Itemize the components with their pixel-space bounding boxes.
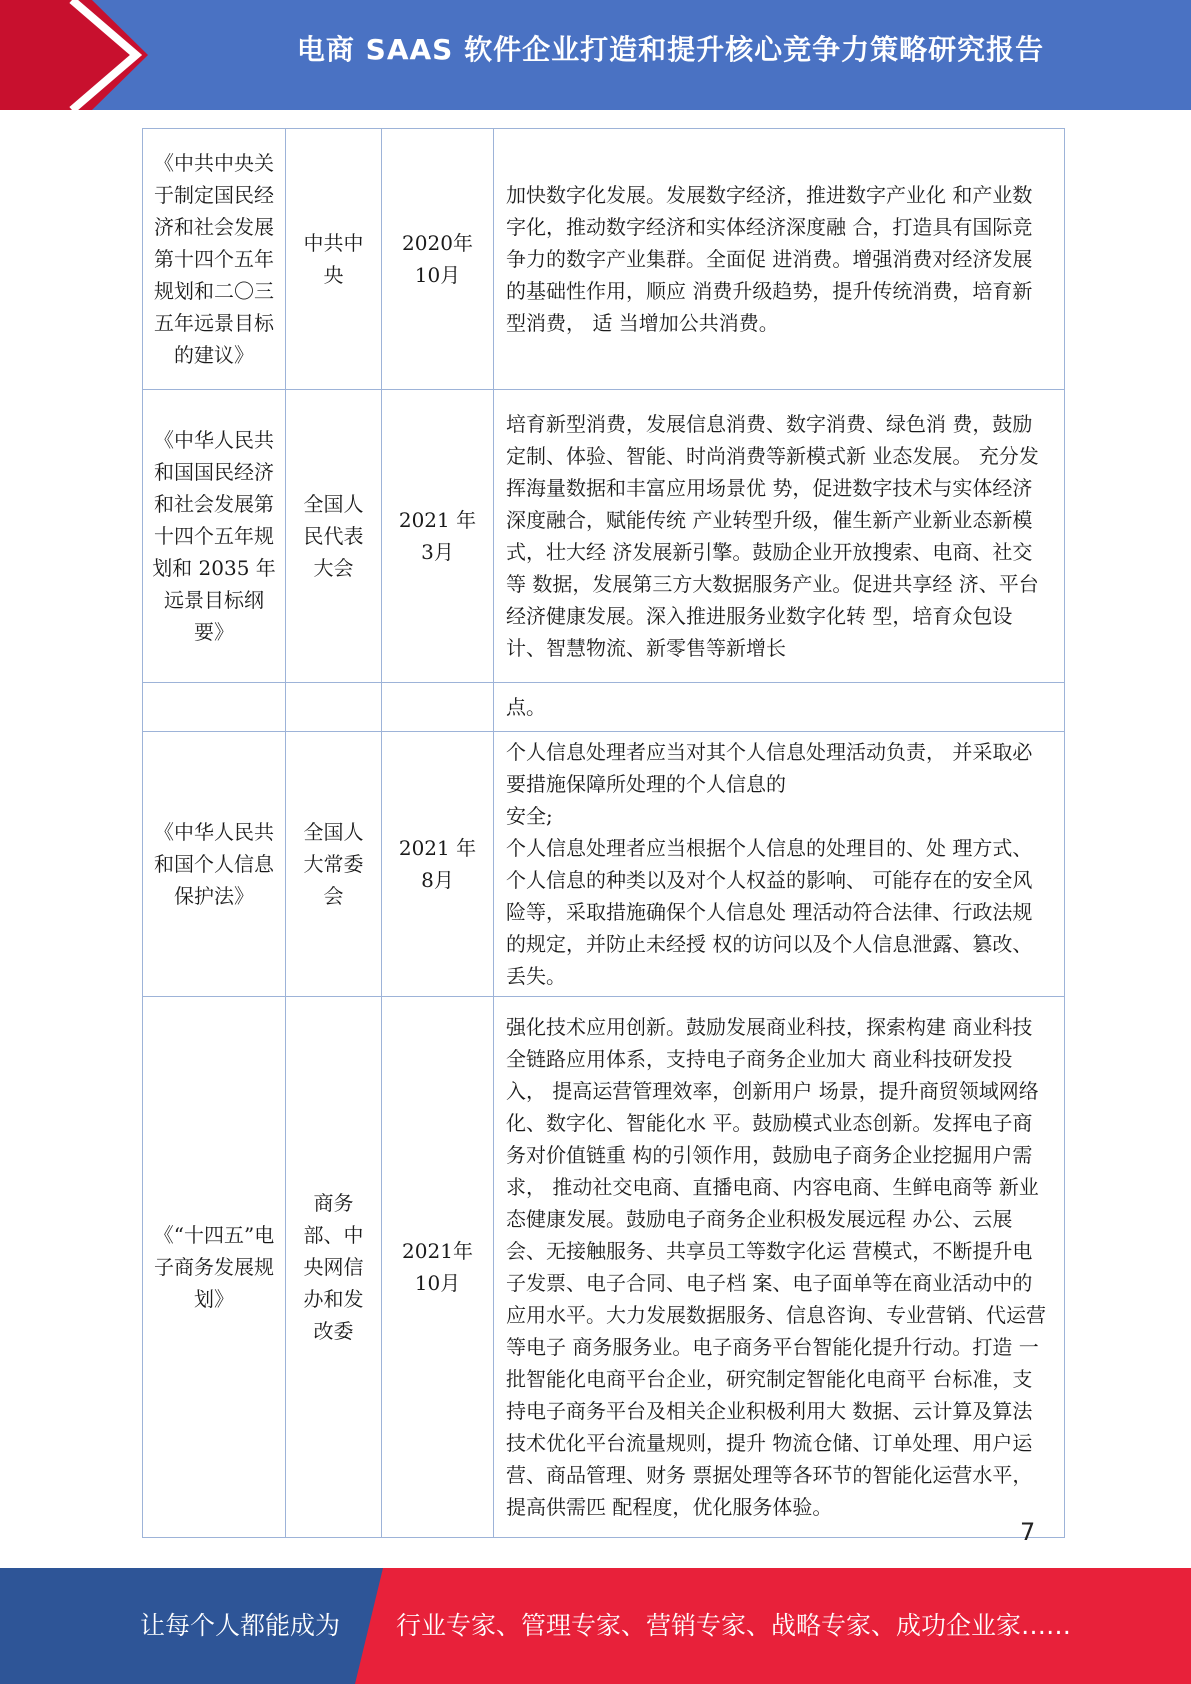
date-cell: 2021 年 8月 [382,732,494,997]
policy-table [142,128,1065,1538]
policy-name-cell: 《中华人民共和国国民经济和社会发展第十四个五年规划和 2035 年远景目标纲要》 [143,390,286,683]
header-title: 电商 SAAS 软件企业打造和提升核心竞争力策略研究报告 [296,33,1045,66]
date-cell: 2021年 10月 [382,997,494,1538]
content-cell: 培育新型消费，发展信息消费、数字消费、绿色消 费，鼓励定制、体验、智能、时尚消费等新模式新 业态发展。 充分发挥海量数据和丰富应用场景优 势，促进数字技术与实体经济深度融合，赋能传统 产业转型升级，催生新产业新业态新模式，壮大经 济发展新引擎。鼓励企业开放搜索、电商、社交等 数据，发展第三方大数据服务产业。促进共享经 济、平台经济健康发展。深入推进服务业数字化转 型，培育众包设计、智慧物流、新零售等新增长 [494,390,1065,683]
date-cell [382,683,494,732]
page-footer [0,1568,1191,1684]
issuer-cell: 中共中央 [286,129,382,390]
date-cell: 2021 年 3月 [382,390,494,683]
policy-name-cell: 《“十四五”电子商务发展规划》 [143,997,286,1538]
table-row [143,129,1065,390]
issuer-cell [286,683,382,732]
policy-name-cell [143,683,286,732]
table-row [143,997,1065,1538]
content-paragraph: 安全; [506,804,553,828]
content-cell [494,732,1065,997]
content-paragraph: 个人信息处理者应当对其个人信息处理活动负责， 并采取必要措施保障所处理的个人信息的 [506,740,1033,796]
issuer-cell: 商务部、中央网信办和发改委 [286,997,382,1538]
table-row [143,732,1065,997]
footer-slogan-left: 让每个人都能成为 [140,1611,341,1640]
content-cell: 点。 [494,683,1065,732]
issuer-cell: 全国人大常委会 [286,732,382,997]
policy-name-cell: 《中共中央关于制定国民经济和社会发展第十四个五年规划和二〇三五年远景目标的建议》 [143,129,286,390]
table-row [143,390,1065,683]
content-cell: 加快数字化发展。发展数字经济，推进数字产业化 和产业数字化，推动数字经济和实体经济深度融 合，打造具有国际竞争力的数字产业集群。全面促 进消费。增强消费对经济发展的基础性作用，顺应 消费升级趋势，提升传统消费，培育新型消费， 适 当增加公共消费。 [494,129,1065,390]
footer-slogan-right: 行业专家、管理专家、营销专家、战略专家、成功企业家…… [396,1611,1072,1640]
content-cell: 强化技术应用创新。鼓励发展商业科技，探索构建 商业科技全链路应用体系，支持电子商务企业加大 商业科技研发投入， 提高运营管理效率，创新用户 场景，提升商贸领域网络化、数字化、智能化水 平。鼓励模式业态创新。发挥电子商务对价值链重 构的引领作用，鼓励电子商务企业挖掘用户需求， 推动社交电商、直播电商、内容电商、生鲜电商等 新业态健康发展。鼓励电子商务企业积极发展远程 办公、云展会、无接触服务、共享员工等数字化运 营模式，不断提升电子发票、电子合同、电子档 案、电子面单等在商业活动中的应用水平。大力发展数据服务、信息咨询、专业营销、代运营等电子 商务服务业。电子商务平台智能化提升行动。打造 一批智能化电商平台企业，研究制定智能化电商平 台标准，支持电子商务平台及相关企业积极利用大 数据、云计算及算法技术优化平台流量规则，提升 物流仓储、订单处理、用户运营、商品管理、财务 票据处理等各环节的智能化运营水平， 提高供需匹 配程度，优化服务体验。 [494,997,1065,1538]
date-cell: 2020年 10月 [382,129,494,390]
page-header [0,0,1191,110]
issuer-cell: 全国人民代表大会 [286,390,382,683]
table-row [143,683,1065,732]
header-red-chevron-icon [0,0,150,110]
page-number: 7 [1020,1518,1036,1546]
policy-name-cell: 《中华人民共和国个人信息保护法》 [143,732,286,997]
content-paragraph: 个人信息处理者应当根据个人信息的处理目的、处 理方式、个人信息的种类以及对个人权益的影响、 可能存在的安全风险等，采取措施确保个人信息处 理活动符合法律、行政法规的规定，并防止未经授 权的访问以及个人信息泄露、篡改、丢失。 [506,836,1033,988]
